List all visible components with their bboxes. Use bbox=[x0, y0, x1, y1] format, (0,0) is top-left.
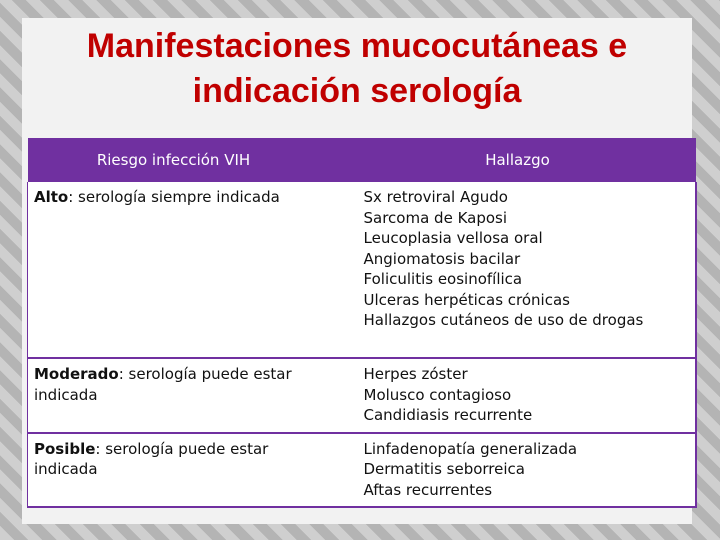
slide-title-line-1: Manifestaciones mucocutáneas e bbox=[86, 27, 628, 65]
finding-item: Ulceras herpéticas crónicas bbox=[363, 290, 570, 309]
finding-item: Linfadenopatía generalizada bbox=[363, 439, 578, 458]
finding-item: Leucoplasia vellosa oral bbox=[363, 229, 543, 247]
risk-description: : serología siempre indicada bbox=[68, 188, 280, 206]
finding-item: Hallazgos cutáneos de uso de drogas bbox=[363, 311, 644, 329]
risk-level-label: Alto bbox=[34, 188, 69, 206]
risk-level-label: Posible bbox=[34, 439, 96, 458]
finding-item: Sarcoma de Kaposi bbox=[363, 208, 508, 227]
findings-cell bbox=[330, 433, 696, 508]
table-header-row bbox=[28, 138, 696, 182]
finding-item: Angiomatosis bacilar bbox=[363, 249, 521, 268]
risk-level-label: Moderado bbox=[34, 365, 119, 383]
risk-cell bbox=[28, 358, 330, 433]
risk-cell bbox=[28, 433, 330, 508]
table-row-moderado bbox=[28, 358, 696, 433]
header-risk: Riesgo infección VIH bbox=[28, 138, 330, 182]
finding-item: Sx retroviral Agudo bbox=[363, 188, 508, 206]
risk-description: : serología puede estar indicada bbox=[34, 439, 269, 478]
header-finding: Hallazgo bbox=[330, 138, 696, 182]
slide-title bbox=[22, 24, 692, 114]
risk-cell bbox=[28, 182, 330, 358]
finding-item: Aftas recurrentes bbox=[363, 480, 493, 499]
finding-item: Dermatitis seborreica bbox=[363, 460, 525, 478]
finding-item: Herpes zóster bbox=[363, 365, 468, 383]
finding-item: Molusco contagioso bbox=[363, 385, 512, 404]
findings-cell bbox=[330, 358, 696, 433]
risk-findings-table bbox=[27, 138, 697, 508]
slide-title-line-2: indicación serología bbox=[192, 72, 522, 110]
table-row-posible bbox=[28, 433, 696, 508]
table-row-alto bbox=[28, 182, 696, 358]
finding-item: Candidiasis recurrente bbox=[363, 406, 533, 424]
findings-cell bbox=[330, 182, 696, 358]
risk-description: : serología puede estar indicada bbox=[34, 365, 292, 404]
finding-item: Foliculitis eosinofílica bbox=[363, 270, 523, 288]
